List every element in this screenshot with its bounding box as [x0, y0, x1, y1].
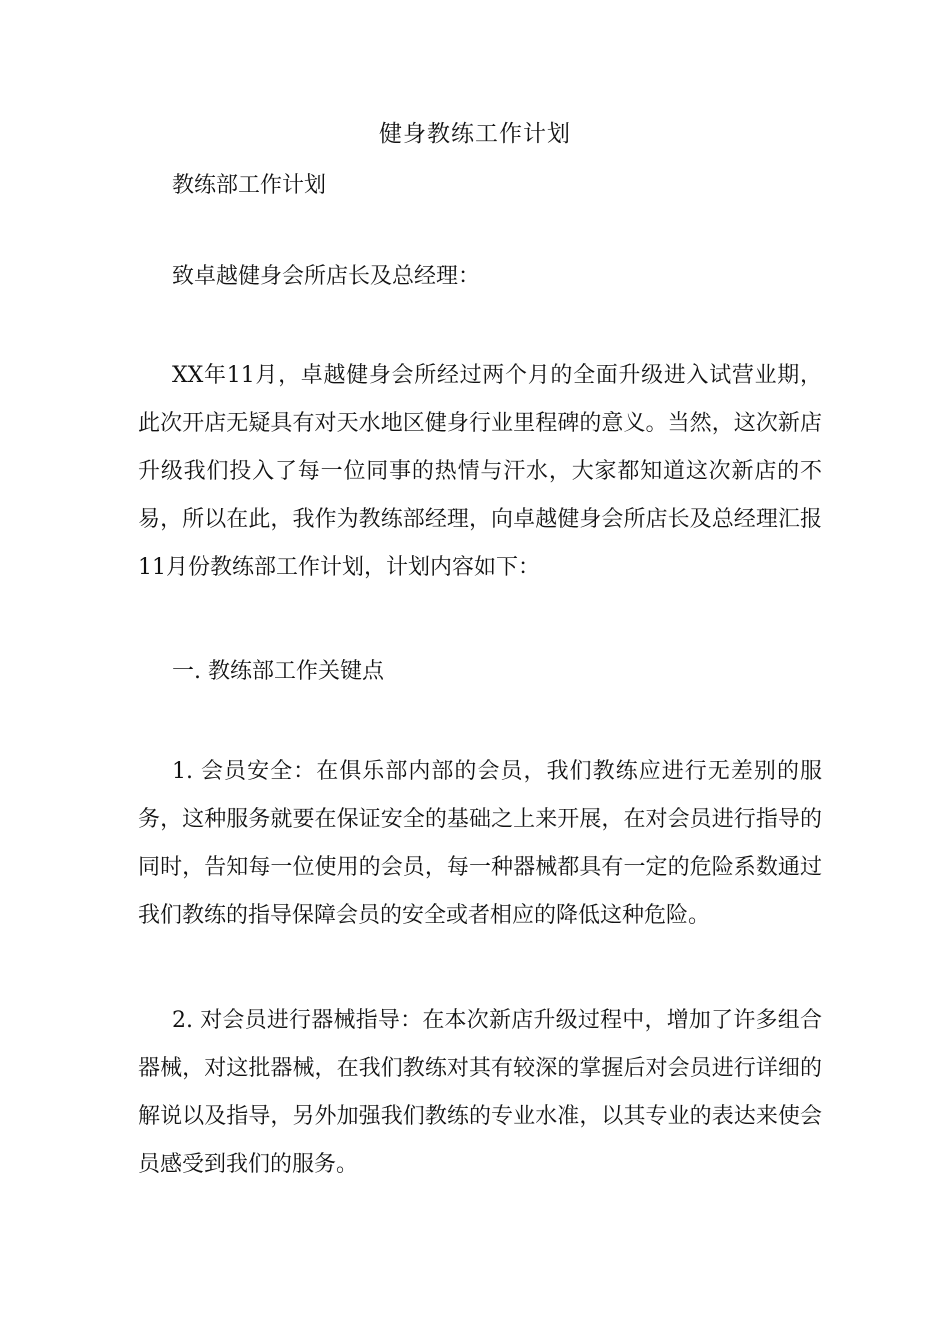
document-title: 健身教练工作计划: [379, 121, 571, 147]
document-subtitle: 教练部工作计划: [172, 173, 327, 198]
list-item-2: 2. 对会员进行器械指导：在本次新店升级过程中，增加了许多组合器械，对这批器械，在我们教练对其有较深的掌握后对会员进行详细的解说以及指导，另外加强我们教练的专业水准，以其专业的表达来使会员感受到我们的服务。: [138, 1008, 822, 1177]
intro-paragraph: XX年11月，卓越健身会所经过两个月的全面升级进入试营业期，此次开店无疑具有对天水地区健身行业里程碑的意义。当然，这次新店升级我们投入了每一位同事的热情与汗水，大家都知道这次新店的不易，所以在此，我作为教练部经理，向卓越健身会所店长及总经理汇报11月份教练部工作计划，计划内容如下：: [138, 363, 822, 580]
salutation: 致卓越健身会所店长及总经理：: [172, 264, 481, 289]
list-item-1: 1. 会员安全：在俱乐部内部的会员，我们教练应进行无差别的服务，这种服务就要在保证安全的基础之上来开展，在对会员进行指导的同时，告知每一位使用的会员，每一种器械都具有一定的危险系数通过我们教练的指导保障会员的安全或者相应的降低这种危险。: [138, 759, 822, 928]
section-heading-1: 一. 教练部工作关键点: [172, 659, 384, 684]
